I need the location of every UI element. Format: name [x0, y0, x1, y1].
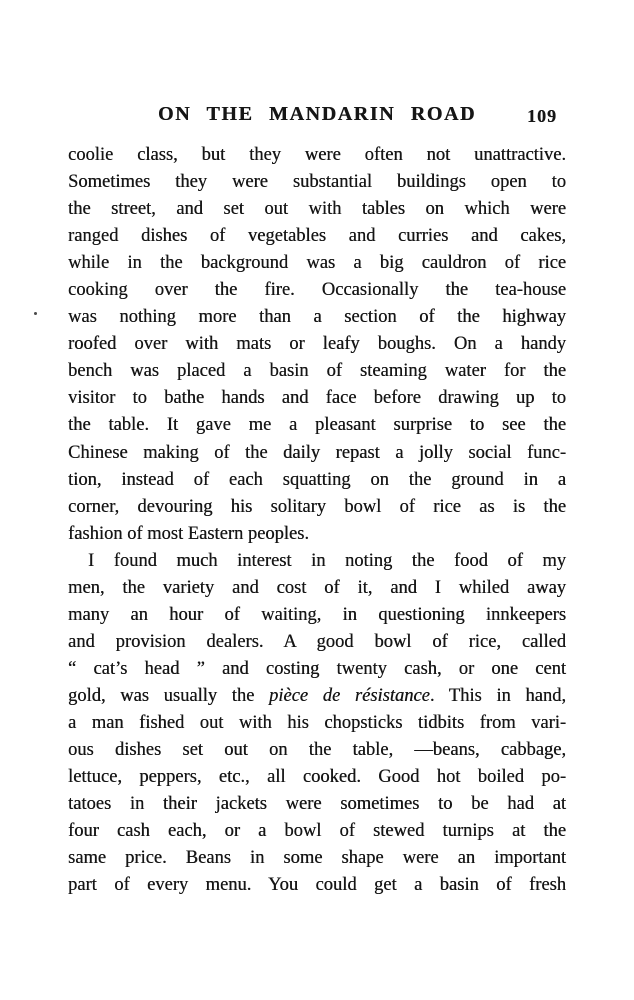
text-line: Chinese making of the daily repast a jolly social func- — [68, 442, 566, 463]
text-line: tion, instead of each squatting on the ground in a — [68, 469, 566, 490]
text-line: same price. Beans in some shape were an important — [68, 848, 566, 869]
text-line: bench was placed a basin of steaming water for the — [68, 361, 566, 382]
text-line: ous dishes set out on the table, —beans, cabbage, — [68, 740, 566, 761]
text-line: four cash each, or a bowl of stewed turnips at the — [68, 821, 566, 842]
text-line: was nothing more than a section of the highway — [68, 307, 566, 328]
text-line: men, the variety and cost of it, and I whiled away — [68, 577, 566, 598]
text-line: tatoes in their jackets were sometimes to be had at — [68, 794, 566, 815]
running-header — [68, 103, 566, 130]
text-column — [68, 103, 566, 899]
text-line: the street, and set out with tables on which were — [68, 199, 566, 220]
scan-speck — [34, 312, 37, 315]
text-line: I found much interest in noting the food of my — [88, 550, 566, 571]
text-line: the table. It gave me a pleasant surprise to see the — [68, 415, 566, 436]
text-line: fashion of most Eastern peoples. — [68, 523, 309, 544]
text-line: roofed over with mats or leafy boughs. On a handy — [68, 334, 566, 355]
text-line: visitor to bathe hands and face before drawing up to — [68, 388, 566, 409]
text-line: while in the background was a big cauldron of rice — [68, 253, 566, 274]
page-body — [68, 142, 566, 899]
text-line: corner, devouring his solitary bowl of rice as is the — [68, 496, 566, 517]
text-line: many an hour of waiting, in questioning innkeepers — [68, 604, 566, 625]
text-line: lettuce, peppers, etc., all cooked. Good hot boiled po- — [68, 767, 566, 788]
text-line: coolie class, but they were often not unattractive. — [68, 145, 566, 165]
text-line: gold, was usually the pièce de résistance. This in hand, — [68, 685, 567, 706]
text-line: a man fished out with his chopsticks tidbits from vari- — [68, 712, 566, 733]
page-number: 109 — [527, 106, 557, 126]
text-line: and provision dealers. A good bowl of rice, called — [68, 631, 566, 652]
text-line: ranged dishes of vegetables and curries and cakes, — [68, 226, 566, 247]
text-line: Sometimes they were substantial buildings open to — [68, 172, 566, 193]
text-line: “ cat’s head ” and costing twenty cash, or one cent — [68, 658, 566, 679]
text-line: part of every menu. You could get a basin of fresh — [68, 875, 566, 896]
chapter-title: ON THE MANDARIN ROAD — [157, 103, 477, 125]
text-line: cooking over the fire. Occasionally the tea-house — [68, 280, 566, 301]
